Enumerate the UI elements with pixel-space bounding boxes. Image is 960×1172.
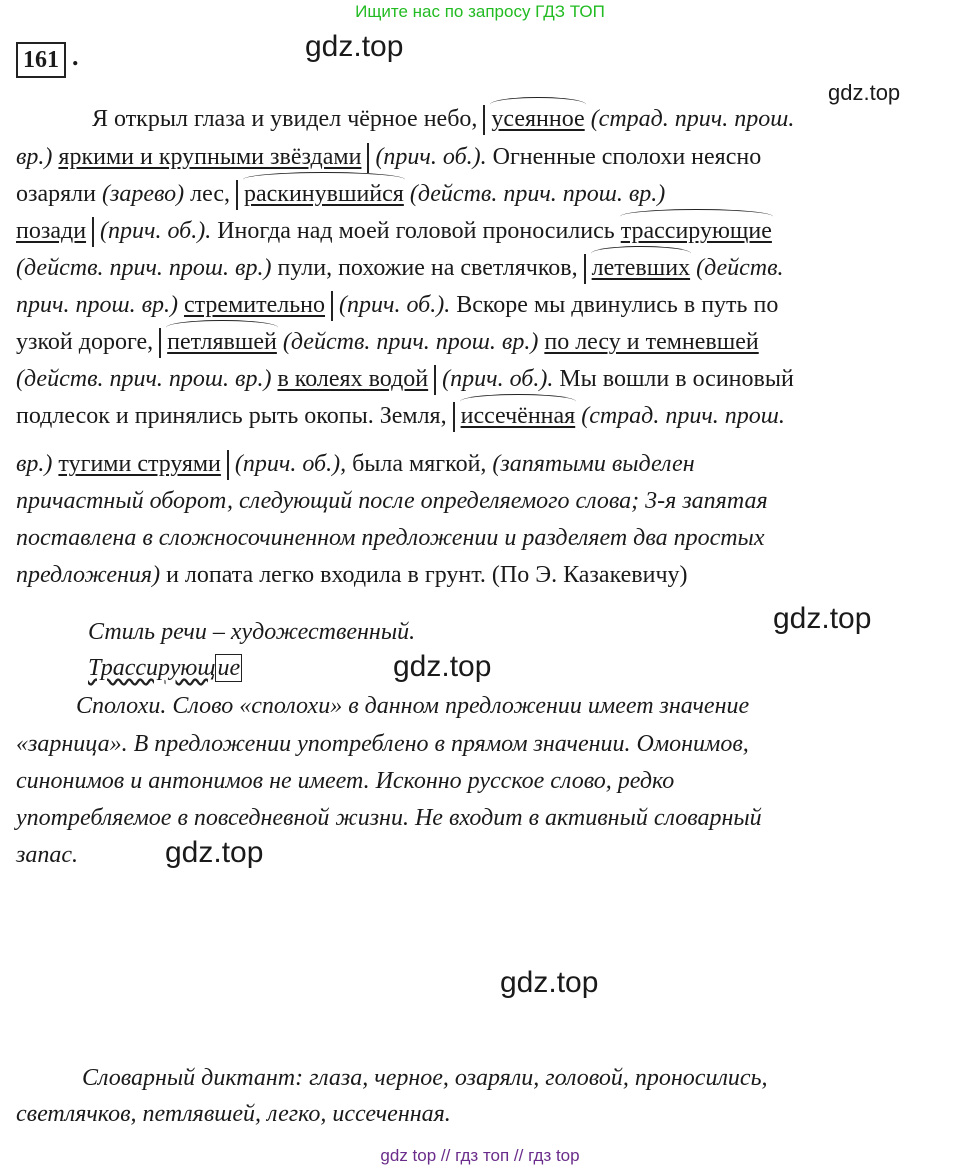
- dictation-line-1: Словарный диктант: глаза, черное, озаряли, головой, проносились,: [82, 1065, 768, 1091]
- text-fragment: озаряли: [16, 181, 96, 207]
- participle-boundary: [236, 180, 238, 210]
- participle-word: петлявшей: [167, 329, 277, 355]
- text-line-2: [16, 142, 761, 173]
- participle-boundary: [331, 291, 333, 321]
- promo-banner[interactable]: Ищите нас по запросу ГДЗ ТОП: [355, 2, 605, 21]
- dependent-words: в колеях водой: [277, 366, 429, 392]
- text-line-4: [16, 216, 772, 247]
- analysis-line-4: употребляемое в повседневной жизни. Не входит в активный словарный: [16, 805, 762, 831]
- participle-boundary: [584, 254, 586, 284]
- grammar-note: (действ. прич. прош. вр.): [282, 329, 539, 355]
- watermark: gdz.top: [305, 30, 404, 63]
- grammar-note: (прич. об.).: [375, 144, 487, 170]
- grammar-note: (страд. прич. прош.: [590, 106, 795, 132]
- participle-boundary: [367, 143, 369, 173]
- text-fragment: Иногда над моей головой проносились: [217, 218, 615, 244]
- exercise-number: 161: [16, 42, 66, 78]
- grammar-note: (действ.: [696, 255, 784, 281]
- watermark: gdz.top: [393, 650, 492, 683]
- exercise-number-dot: .: [72, 42, 79, 71]
- text-line-11: причастный оборот, следующий после определяемого слова; 3-я запятая: [16, 488, 768, 514]
- watermark: gdz.top: [773, 602, 872, 635]
- dependent-words: тугими струями: [58, 451, 221, 477]
- participle-word: трассирующие: [620, 218, 772, 244]
- text-fragment: лес,: [190, 181, 230, 207]
- watermark: gdz.top: [500, 966, 599, 999]
- text-fragment: узкой дороге,: [16, 329, 154, 355]
- text-line-3: [16, 179, 665, 210]
- text-line-1: [92, 104, 794, 135]
- grammar-note: (действ. прич. прош. вр.): [16, 366, 272, 392]
- text-fragment: Мы вошли в осиновый: [559, 366, 794, 392]
- dictation-line-2: светлячков, петлявшей, легко, иссеченная.: [16, 1101, 451, 1127]
- participle-boundary: [483, 105, 485, 135]
- morpheme-ending: ие: [217, 655, 241, 681]
- participle-word: усеянное: [491, 106, 585, 132]
- grammar-note: (прич. об.),: [234, 451, 347, 477]
- grammar-note: вр.): [16, 451, 53, 477]
- text-line-7: [16, 327, 759, 358]
- grammar-note: (страд. прич. прош.: [581, 403, 785, 429]
- grammar-note: (действ. прич. прош. вр.): [16, 255, 272, 281]
- related-word-note: (зарево): [102, 181, 185, 207]
- dependent-words: позади: [16, 218, 87, 244]
- grammar-note: вр.): [16, 144, 53, 170]
- text-fragment: была мягкой,: [352, 451, 487, 477]
- text-fragment: Вскоре мы двинулись в путь по: [456, 292, 779, 318]
- participle-boundary: [434, 365, 436, 395]
- participle-boundary: [92, 217, 94, 247]
- analysis-line-3: синонимов и антонимов не имеет. Исконно русское слово, редко: [16, 768, 675, 794]
- analysis-line-2: «зарница». В предложении употреблено в прямом значении. Омонимов,: [16, 731, 749, 757]
- footer-links[interactable]: gdz top // гдз топ // гдз top: [380, 1146, 580, 1165]
- dependent-words: стремительно: [183, 292, 326, 318]
- grammar-note: (прич. об.).: [100, 218, 212, 244]
- text-line-13: [16, 560, 688, 590]
- grammar-note: предложения): [16, 562, 161, 588]
- text-line-9: [16, 401, 785, 432]
- watermark: gdz.top: [828, 80, 901, 105]
- participle-word: иссечённая: [460, 403, 576, 429]
- grammar-note: (прич. об.).: [442, 366, 554, 392]
- morpheme-stem: Трассирующ: [88, 655, 216, 681]
- participle-boundary: [227, 450, 229, 480]
- participle-boundary: [159, 328, 161, 358]
- participle-word: раскинувшийся: [244, 181, 404, 207]
- text-line-12: поставлена в сложносочиненном предложении и разделяет два простых: [16, 525, 765, 551]
- speech-style-note: Стиль речи – художественный.: [88, 619, 416, 645]
- dependent-words: яркими и крупными звёздами: [58, 144, 362, 170]
- analysis-line-1: Сполохи. Слово «сполохи» в данном предложении имеет значение: [76, 693, 750, 719]
- text-line-8: [16, 364, 794, 395]
- grammar-note: (запятыми выделен: [492, 451, 695, 477]
- text-fragment: Огненные сполохи неясно: [492, 144, 762, 170]
- watermark: gdz.top: [165, 836, 264, 869]
- grammar-note: (действ. прич. прош. вр.): [409, 181, 666, 207]
- analysis-line-5: запас.: [16, 842, 79, 868]
- participle-word: летевших: [591, 255, 691, 281]
- dependent-words: по лесу и темневшей: [544, 329, 759, 355]
- text-line-5: [16, 253, 784, 284]
- morpheme-analysis: [88, 650, 242, 686]
- grammar-note: прич. прош. вр.): [16, 292, 178, 318]
- text-line-10: [16, 449, 695, 480]
- text-fragment: подлесок и принялись рыть окопы. Земля,: [16, 403, 447, 429]
- grammar-note: (прич. об.).: [339, 292, 451, 318]
- text-fragment: и лопата легко входила в грунт. (По Э. Казакевичу): [166, 562, 688, 588]
- participle-boundary: [453, 402, 455, 432]
- text-line-6: [16, 290, 778, 321]
- text-fragment: пули, похожие на светлячков,: [277, 255, 578, 281]
- text-fragment: Я открыл глаза и увидел чёрное небо,: [92, 106, 478, 132]
